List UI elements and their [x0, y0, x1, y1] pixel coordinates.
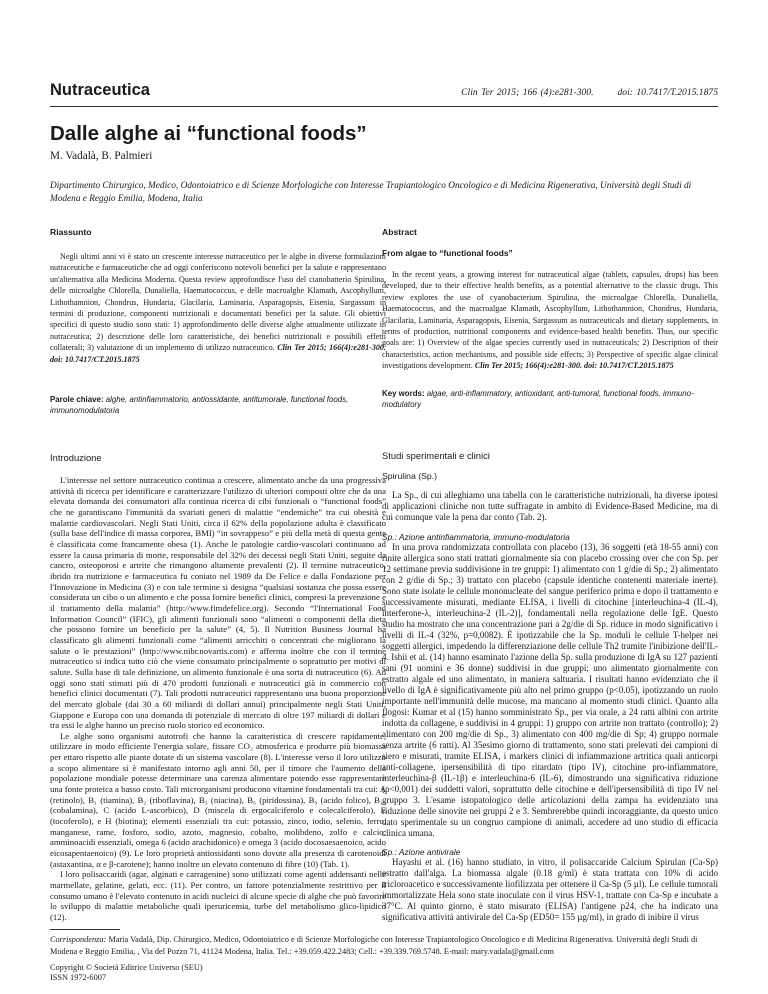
studies-subheading-antinflammatory: Sp.: Azione antinfiammatoria, immuno-modulatoria [382, 531, 570, 542]
intro-paragraph-2: Le alghe sono organismi autotrofi che hanno la caratteristica di crescere rapidamente, utilizzare in modo efficiente l'energia solare, fissare CO₂ atmosferica e produrre più biomassa per ettaro rispetto alle piante dotate di un sistema vascolare (8). L'interesse verso il loro utilizzo a scopo alimentare si è manifestato intorno agli anni 50, per il timore che l'aumento della popolazione mondiale potesse determinare una carenza alimentare potendo esse rappresentare una fonte proteica a basso costo. Tali microrganismi producono vitamine fondamentali tra cui: A (retinolo), B₁ (tiamina), B₂ (riboflavina), B₃ (niacina), B₆ (piridossina), B₉ (acido folico), B₁₂ (cobalamina), C (acido L-ascorbico), D (miscela di ergocalciferolo e colecalciferolo), E (tocoferolo), e H (biotina); elementi essenziali tra cui: potassio, zinco, iodio, selenio, ferro, manganese, rame, fosforo, sodio, azoto, magnesio, cobalto, molibdeno, zolfo e calcio; amminoacidi essenziali, omega 6 (acido arachidonico) e omega 3 (acido docosaesaenoico, acido eicosapentaenoico) (9). Le loro proprietà antiossidanti sono dovute alla presenza di carotenoidi (astaxantina, α e β-carotene); hanno inoltre un elevato contenuto di fibre (10) (Tab. 1). [50, 730, 386, 869]
issn: ISSN 1972-6007 [50, 973, 107, 982]
studies-paragraph-2: In una prova randomizzata controllata con placebo (13), 36 soggetti (età 18-55 anni) con rinite allergica sono stati trattati giornalmente sia con placebo crossing over che con Sp. per 12 settimane previa suddivisione in tre gruppi: 1) alimentato con 1 g/die di Sp.; 2) alimentato con 2 g/die di Sp.; 3) trattato con placebo (capsule identiche contenenti materiale inerte). Sono state isolate le cellule mononucleate del sangue periferico prima e dopo il trattamento e successivamente misurati, mediante ELISA, i livelli di citochine [interleuchina-4 (IL-4), interferone-λ, interleuchina-2 (IL-2)], fondamentali nella regolazione delle IgE. Questo studio ha mostrato che una concentrazione pari a 2g/die di Sp. riduce in modo significativo i livelli di IL-4 (32%, p=0,0082). È ipotizzabile che la Sp. moduli le cellule T-helper nei soggetti allergici, impedendo la differenziazione delle cellule Th2 tramite l'inibizione dell'IL-4. Ishii et al. (14) hanno esaminato l'azione della Sp. sulla produzione di IgA su 127 pazienti sani (91 uomini e 36 donne) suddivisi in due gruppi; uno alimentato giornalmente con estratto algale ed uno alimentato, in maniera saltuaria. I risultati hanno evidenziato che il livello di IgA è significativamente più alto nel primo gruppo (p<0.05), ipotizzando un ruolo importante nell'immunità delle mucose, ma mancano al momento studi clinici. Quanto alla flogosi: Kumar et al (15) hanno somministrato Sp., per via orale, a 24 ratti albini con artrite indotta da collagene, e suddivisi in 4 gruppi: 1) gruppo con artrite non trattato (controllo); 2) alimentato con 200 mg/die di Sp., 3) alimentato con 400 mg/die di Sp; 4) gruppo normale senza artrite (6 ratti). Al 35esimo giorno di trattamento, sono stati prelevati dei campioni di siero e misurati, tramite ELISA, i markers clinici di infiammazione artritica quali anticorpi anti-collagene, ipersensibilità di tipo ritardato (tipo IV), citochine pro-infiammatore, interleuchina-β (IL-1β) e interleuchina-6 (IL-6), dimostrando una significativa riduzione (p<0,001) dei suddetti valori, soprattutto delle citochine e dell'ipersensibilità di tipo IV nel gruppo 3. L'esame istopatologico delle articolazioni della zampa ha evidenziato una riduzione delle sinovite nei gruppi 2 e 3. Sembrerebbe quindi incoraggiante, da questo unico dato sperimentale su un congruo campione di animali, accedere ad uno studio di efficacia clinica umana. [382, 541, 718, 839]
riassunto-keywords: Parole chiave: alghe, antinfiammatorio, antiossidante, antitumorale, functional foods, immunomodulatoria [50, 395, 349, 416]
citation: Clin Ter 2015; 166 (4):e281-300. [461, 87, 594, 98]
authors: M. Vadalà, B. Palmieri [50, 150, 153, 162]
studies-heading: Studi sperimentali e clinici [382, 449, 490, 461]
studies-subheading-antiviral: Sp.: Azione antivirale [382, 847, 461, 858]
copyright: Copyright © Società Editrice Universo (SEU) [50, 963, 203, 972]
studies-paragraph-3: Hayashi et al. (16) hanno studiato, in vitro, il polisaccaride Calcium Spirulan (Ca-Sp) estratto dall'alga. La biomassa algale (0.18 g/ml) è stata trattata con 10% di acido tricloroacetico e successivamente liofilizzata per ottenere il Ca-Sp (5 µl). Le cellule tumorali immortalizzate Hela sono state inoculate con il virus HSV-1, trattate con Ca-Sp e incubate a 37°C. Al quinto giorno, è stato misurato (ELISA) l'antigene p24, che ha indicato una significativa attività antivirale del Ca-Sp (ED50= 155 µg/ml), in grado di inibire il virus [382, 857, 718, 923]
abstract-keywords: Key words: algae, anti-inflammatory, antioxidant, anti-tumoral, functional foods, immuno-modulatory [382, 388, 694, 409]
right-column [382, 227, 718, 923]
article-title: Dalle alghe ai “functional foods” [50, 122, 367, 145]
affiliation: Dipartimento Chirurgico, Medico, Odontoiatrico e di Scienze Morfologiche con Interesse Trapiantologico Oncologico e di Medicina Rigenerativa, Università degli Studi di Modena e Reggio Emilia, Modena, Italia [50, 181, 692, 204]
studies-subheading-spirulina: Spirulina (Sp.) [382, 470, 438, 481]
intro-paragraph-3: I loro polisaccaridi (agar, alginati e carragenine) sono utilizzati come agenti addensanti nelle marmellate, gelatine, gelati, ecc. (11). Per contro, un fattore potenzialmente restrittivo per il consumo umano è l'elevato contenuto in acidi nucleici di alcune specie di alghe che può favorire lo sviluppo di malattie metaboliche quali iperuricemia, turbe del metabolismo glico-lipidico (12). [50, 869, 386, 922]
riassunto-text: Negli ultimi anni vi è stato un crescente interesse nutraceutico per le alghe in diverse formulazioni nutraceutiche e farmaceutiche che ad oggi conferiscono notevoli benefici per la salute e rappresentano un'alternativa alla Medicina Moderna. Questa review approfondisce l'uso del cianobatterio Spirulina, delle microalghe Chlorella, Dunaliella, Haematococcus, e delle macroalghe Klamath, Ascophyllum, Lithothamnion, Chondrus, Hundaria, Glacilaria, Laminaria, Asparagopsis, Eisenia, Sargassum in termini di produzione, componenti nutrizionali e documentati benefici per la salute. Gli obiettivi specifici di questo studio sono stati: 1) approfondimento delle diverse alghe attualmente utilizzate in nutraceutica; 2) descrizione delle loro caratteristiche, dei benefici nutrizionali e possibili effetti collaterali; 3) valutazione di un implemento di utilizzo nutraceutico. Clin Ter 2015; 166(4):e281-300. doi: 10.7417/CT.2015.1875 [50, 252, 387, 364]
correspondence-footnote: Corrispondenza: Maria Vadalà, Dip. Chirurgico, Medico, Odontoiatrico e di Scienze Morfologiche con Interesse Trapiantologico Oncologico e di Medicina Rigenerativa. Università degli Studi di Modena e Reggio Emilia, , Via del Pozzo 71, 41124 Modena, Italia. Tel.: +39.059.422.2483; Cell.: +39.339.769.5748. E-mail: mary.vadala@gmail.com [50, 935, 698, 956]
intro-paragraph-1: L'interesse nel settore nutraceutico continua a crescere, alimentato anche da una progressiva attività di ricerca per identificare e caratterizzare l'utilizzo di ulteriori composti oltre che da una elevata domanda dei consumatori alla continua ricerca di cibi funzionali o “functional foods” che ne garantiscano l'immunità da svariati generi di malattie “endemiche” tra cui obesità e malattie cardiovascolari. Negli Stati Uniti, circa il 62% della popolazione adulta è classificato (sulla base dell'indice di massa corporea, BMI) “in sovrappeso” e più della metà di questa gente è classificata come francamente obesa (1). Anche le patologie cardio-vascolari continuano ad essere la causa primaria di morte, responsabile del 32% dei decessi negli Stati Uniti, seguite da cancro, osteoporosi e artrite che rimangono altamente prevalenti (2). Il termine nutraceutico, ibrido tra nutrizione e farmaceutica fu coniato nel 1989 da De Felice e dalla Fondazione per l'Innovazione in Medicina (3) e con tale termine si designa “qualsiasi sostanza che possa essere considerata un cibo o un alimento e che possa fornire benefici clinici, compresi la prevenzione e il trattamento della malattia” (http://www.fimdefelice.org). Secondo “l'International Food Information Council” (IFIC), gli alimenti funzionali sono “alimenti o componenti della dieta che possono fornire un beneficio per la salute” (4, 5). Il Nutrition Business Journal ha classificato gli alimenti funzionali come “alimenti arricchiti o concentrati che migliorano la salute o le prestazioni” (http://www.nibr.novartis.com) e afferma inoltre che con il termine nutraceutico si indica tutto ciò che viene consumato principalmente o soprattutto per motivi di salute. Sulla base di tale definizione, un alimento funzionale è una sorta di nutraceutico (6). Ad oggi sono stati stimati più di 470 prodotti funzionali e nutraceutici già in commercio con benefici clinici documentati (7). Tali prodotti nutraceutici rappresentano una buona proporzione del mercato globale (dai 30 a 60 miliardi di dollari annui) principalmente negli Stati Uniti, Giappone e Europa con una domanda di potenziale di mercato di oltre 197 miliardi di dollari e tra essi le alghe hanno un preciso ruolo storico ed economico. [50, 475, 386, 731]
abstract-heading: Abstract [382, 227, 417, 237]
intro-heading: Introduzione [50, 452, 102, 464]
footnote-rule [50, 929, 120, 930]
abstract-subtitle: From algae to “functional foods” [382, 248, 513, 258]
left-column [50, 227, 386, 923]
riassunto-heading: Riassunto [50, 227, 92, 237]
doi: doi: 10.7417/T.2015.1875 [617, 87, 718, 98]
riassunto-ref: Clin Ter 2015; 166(4):e281-300. doi: 10.7417/CT.2015.1875 [50, 343, 387, 364]
abstract-ref: Clin Ter 2015; 166(4):e281-300. doi: 10.7417/CT.2015.1875 [474, 361, 674, 371]
journal-section-title: Nutraceutica [50, 81, 150, 99]
abstract-text: In the recent years, a growing interest for nutraceutical algae (tablets, capsules, drops) has been developed, due to their effective health benefits, as a potential alternative to the classic drugs. This review explores the use of cyanobacterium Spirulina, the microalgae Chlorella, Dunaliella, Haematococcus, and the macroalgae Klamath, Ascophyllum, Lithothamnion, Chondrus, Hundaria, Glacilaria, Laminaria, Asparagopsis, Eisenia, Sargassum as nutraceuticals and dietary supplements, in terms of production, nutritional components and evidence-based health benefits. Thus, our specific goals are: 1) Overview of the algae species currently used in nutraceuticals; 2) Description of their characteristics, action mechanisms, and possible side effects; 3) Perspective of specific algae clinical investigations development. Clin Ter 2015; 166(4):e281-300. doi: 10.7417/CT.2015.1875 [382, 270, 718, 371]
studies-paragraph-1: La Sp., di cui alleghiamo una tabella con le caratteristiche nutrizionali, ha diverse ipotesi di applicazioni cliniche non tutte suffragate in ambito di Evidence-Based Medicine, ma di cui comunque vale la pena dar conto (Tab. 2). [382, 489, 718, 522]
citation-line [461, 87, 718, 98]
copyright-block [50, 963, 203, 983]
page-header [50, 74, 718, 107]
